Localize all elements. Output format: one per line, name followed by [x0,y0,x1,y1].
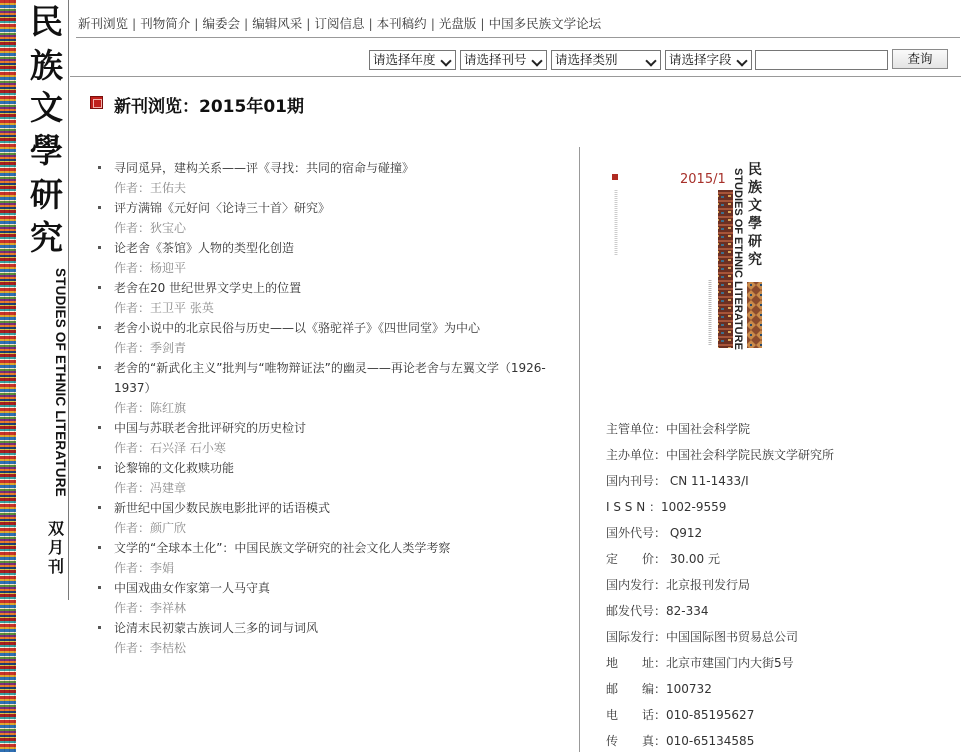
list-item [98,238,568,278]
info-row [606,520,834,546]
info-row [606,546,834,572]
article-title-link[interactable]: 老舍的“新武化主义”批判与“唯物辩证法”的幽灵——再论老舍与左翼文学（1926-1937） [114,361,546,395]
info-label: 主管单位： [606,422,667,436]
info-label: 国内发行： [606,578,667,592]
info-value: Q912 [666,526,703,540]
info-label: I S S N ： [606,500,662,514]
brand-char: 文 [30,88,63,127]
cover-title-char: 究 [748,252,762,268]
nav-journal-intro[interactable]: 刊物简介 [140,16,191,31]
article-title-link[interactable]: 评方满锦《元好问〈论诗三十首〉研究》 [114,201,331,215]
article-title-link[interactable]: 新世纪中国少数民族电影批评的话语模式 [114,501,331,515]
chevron-down-icon [735,52,749,68]
info-row [606,494,834,520]
brand-char: 民 [30,2,63,41]
brand-char: 究 [30,218,63,257]
article-title-link[interactable]: 论老舍《茶馆》人物的类型化创造 [114,241,295,255]
author-label: 作者： [114,641,151,655]
info-value: 30.00 元 [666,552,720,566]
author-label: 作者： [114,521,151,535]
author-name: 王佑夫 [150,181,187,195]
list-item [98,538,568,578]
author-label: 作者： [114,301,151,315]
nav-separator: | [430,16,435,31]
title-bullet-icon [90,96,103,109]
info-label: 地 址： [606,656,667,670]
field-select-value: 请选择字段 [669,52,732,67]
article-author [114,338,568,358]
article-author [114,398,568,418]
nav-cd-edition[interactable]: 光盘版 [438,16,477,31]
info-row [606,624,834,650]
info-value: 100732 [666,682,712,696]
list-item [98,498,568,538]
info-value: 010-65134585 [666,734,755,748]
info-label: 电 话： [606,708,667,722]
author-name: 李祥林 [150,601,187,615]
header-divider [70,76,961,77]
nav-separator: | [132,16,137,31]
nav-separator: | [480,16,485,31]
author-label: 作者： [114,601,151,615]
info-row [606,676,834,702]
list-item [98,418,568,458]
brand-char: 研 [30,175,63,214]
info-row [606,442,834,468]
cover-issue-number: 2015/1 [680,172,726,187]
author-name: 李娟 [150,561,175,575]
article-author [114,598,568,618]
author-name: 李桔松 [150,641,187,655]
article-list [98,158,568,658]
info-value: 中国国际图书贸易总公司 [666,630,799,644]
cover-title-char: 文 [748,198,762,214]
chevron-down-icon [439,52,453,68]
info-row [606,728,834,752]
nav-separator: | [368,16,373,31]
article-title-link[interactable]: 中国与苏联老舍批评研究的历史检讨 [114,421,307,435]
info-row [606,650,834,676]
journal-info-list [606,416,834,752]
issue-cover-image [606,160,766,352]
info-label: 邮 编： [606,682,667,696]
author-label: 作者： [114,441,151,455]
article-title-link[interactable]: 老舍在20 世纪世界文学史上的位置 [114,281,302,295]
brand-column [16,0,69,600]
author-name: 季剑青 [150,341,187,355]
cover-illustration [606,160,766,352]
author-label: 作者： [114,181,151,195]
category-select[interactable] [551,50,661,70]
nav-editors[interactable]: 编辑风采 [252,16,303,31]
article-title-link[interactable]: 论黎锦的文化救赎功能 [114,461,235,475]
author-label: 作者： [114,561,151,575]
info-value: 1002-9559 [661,500,727,514]
cover-title-char: 民 [748,162,762,178]
author-name: 冯建章 [150,481,187,495]
cover-title-char: 研 [748,234,762,250]
keyword-input[interactable] [755,50,888,70]
author-label: 作者： [114,341,151,355]
nav-forum[interactable]: 中国多民族文学论坛 [488,16,602,31]
info-value: 中国社会科学院民族文学研究所 [666,448,835,462]
info-row [606,416,834,442]
brand-english-title: STUDIES OF ETHNIC LITERATURE [53,268,68,497]
info-row [606,468,834,494]
nav-new-issues[interactable]: 新刊浏览 [78,16,129,31]
info-label: 邮发代号： [606,604,667,618]
article-author [114,438,568,458]
article-title-link[interactable]: 寻同觅异，建构关系——评《寻找：共同的宿命与碰撞》 [114,161,415,175]
cover-title-char: 學 [748,216,762,232]
article-author [114,638,568,658]
issue-select[interactable] [460,50,547,70]
top-nav [78,14,601,32]
chevron-down-icon [530,52,544,68]
list-item [98,578,568,618]
info-value: 82-334 [666,604,709,618]
author-name: 陈红旗 [150,401,187,415]
frequency-char: 月 [48,538,65,557]
year-select-value: 请选择年度 [373,52,436,67]
article-author [114,518,568,538]
info-label: 国际发行： [606,630,667,644]
info-value: 北京报刊发行局 [666,578,751,592]
query-button[interactable]: 查询 [892,49,948,69]
nav-separator: | [194,16,199,31]
list-item [98,318,568,358]
cover-title-char: 族 [748,180,762,196]
info-value: 中国社会科学院 [666,422,751,436]
nav-subscription[interactable]: 订阅信息 [314,16,365,31]
info-label: 国外代号： [606,526,667,540]
info-label: 国内刊号： [606,474,667,488]
article-author [114,178,568,198]
field-select[interactable] [665,50,752,70]
info-label: 传 真： [606,734,667,748]
frequency-char: 双 [48,519,65,538]
info-row [606,702,834,728]
page-title: 新刊浏览：2015年01期 [114,97,304,117]
info-value: 010-85195627 [666,708,755,722]
list-item [98,358,568,418]
nav-editorial-board[interactable]: 编委会 [202,16,240,31]
column-divider [579,147,580,752]
article-author [114,478,568,498]
article-title-link[interactable]: 中国戏曲女作家第一人马守真 [114,581,271,595]
author-name: 颜广欣 [150,521,187,535]
article-author [114,558,568,578]
author-name: 杨迎平 [150,261,187,275]
year-select[interactable] [369,50,456,70]
info-label: 定 价： [606,552,667,566]
article-author [114,298,568,318]
info-row [606,598,834,624]
article-title-link[interactable]: 老舍小说中的北京民俗与历史——以《骆驼祥子》《四世同堂》为中心 [114,321,481,335]
nav-divider [76,37,960,38]
article-author [114,218,568,238]
author-label: 作者： [114,221,151,235]
author-label: 作者： [114,401,151,415]
list-item [98,618,568,658]
decorative-pattern-strip [0,0,16,752]
info-row [606,572,834,598]
nav-separator: | [243,16,249,31]
info-value: CN 11-1433/I [666,474,749,488]
list-item [98,278,568,318]
author-label: 作者： [114,481,151,495]
chevron-down-icon [644,52,658,68]
category-select-value: 请选择类别 [555,52,618,67]
list-item [98,458,568,498]
brand-char: 學 [30,131,63,170]
author-label: 作者： [114,261,151,275]
list-item [98,198,568,238]
brand-char: 族 [30,46,63,85]
article-title-link[interactable]: 论清末民初蒙古族词人三多的词与词风 [114,621,319,635]
author-name: 狄宝心 [150,221,187,235]
nav-separator: | [306,16,311,31]
info-value: 北京市建国门内大街5号 [666,656,794,670]
cover-english-title: STUDIES OF ETHNIC LITERATURE [732,168,744,350]
author-name: 王卫平 张英 [150,301,214,315]
article-title-link[interactable]: 文学的“全球本土化”：中国民族文学研究的社会文化人类学考察 [114,541,451,555]
frequency-char: 刊 [48,557,65,576]
issue-select-value: 请选择刊号 [464,52,527,67]
article-author [114,258,568,278]
nav-submission-guide[interactable]: 本刊稿约 [376,16,427,31]
author-name: 石兴泽 石小寒 [150,441,226,455]
info-label: 主办单位： [606,448,667,462]
list-item [98,158,568,198]
